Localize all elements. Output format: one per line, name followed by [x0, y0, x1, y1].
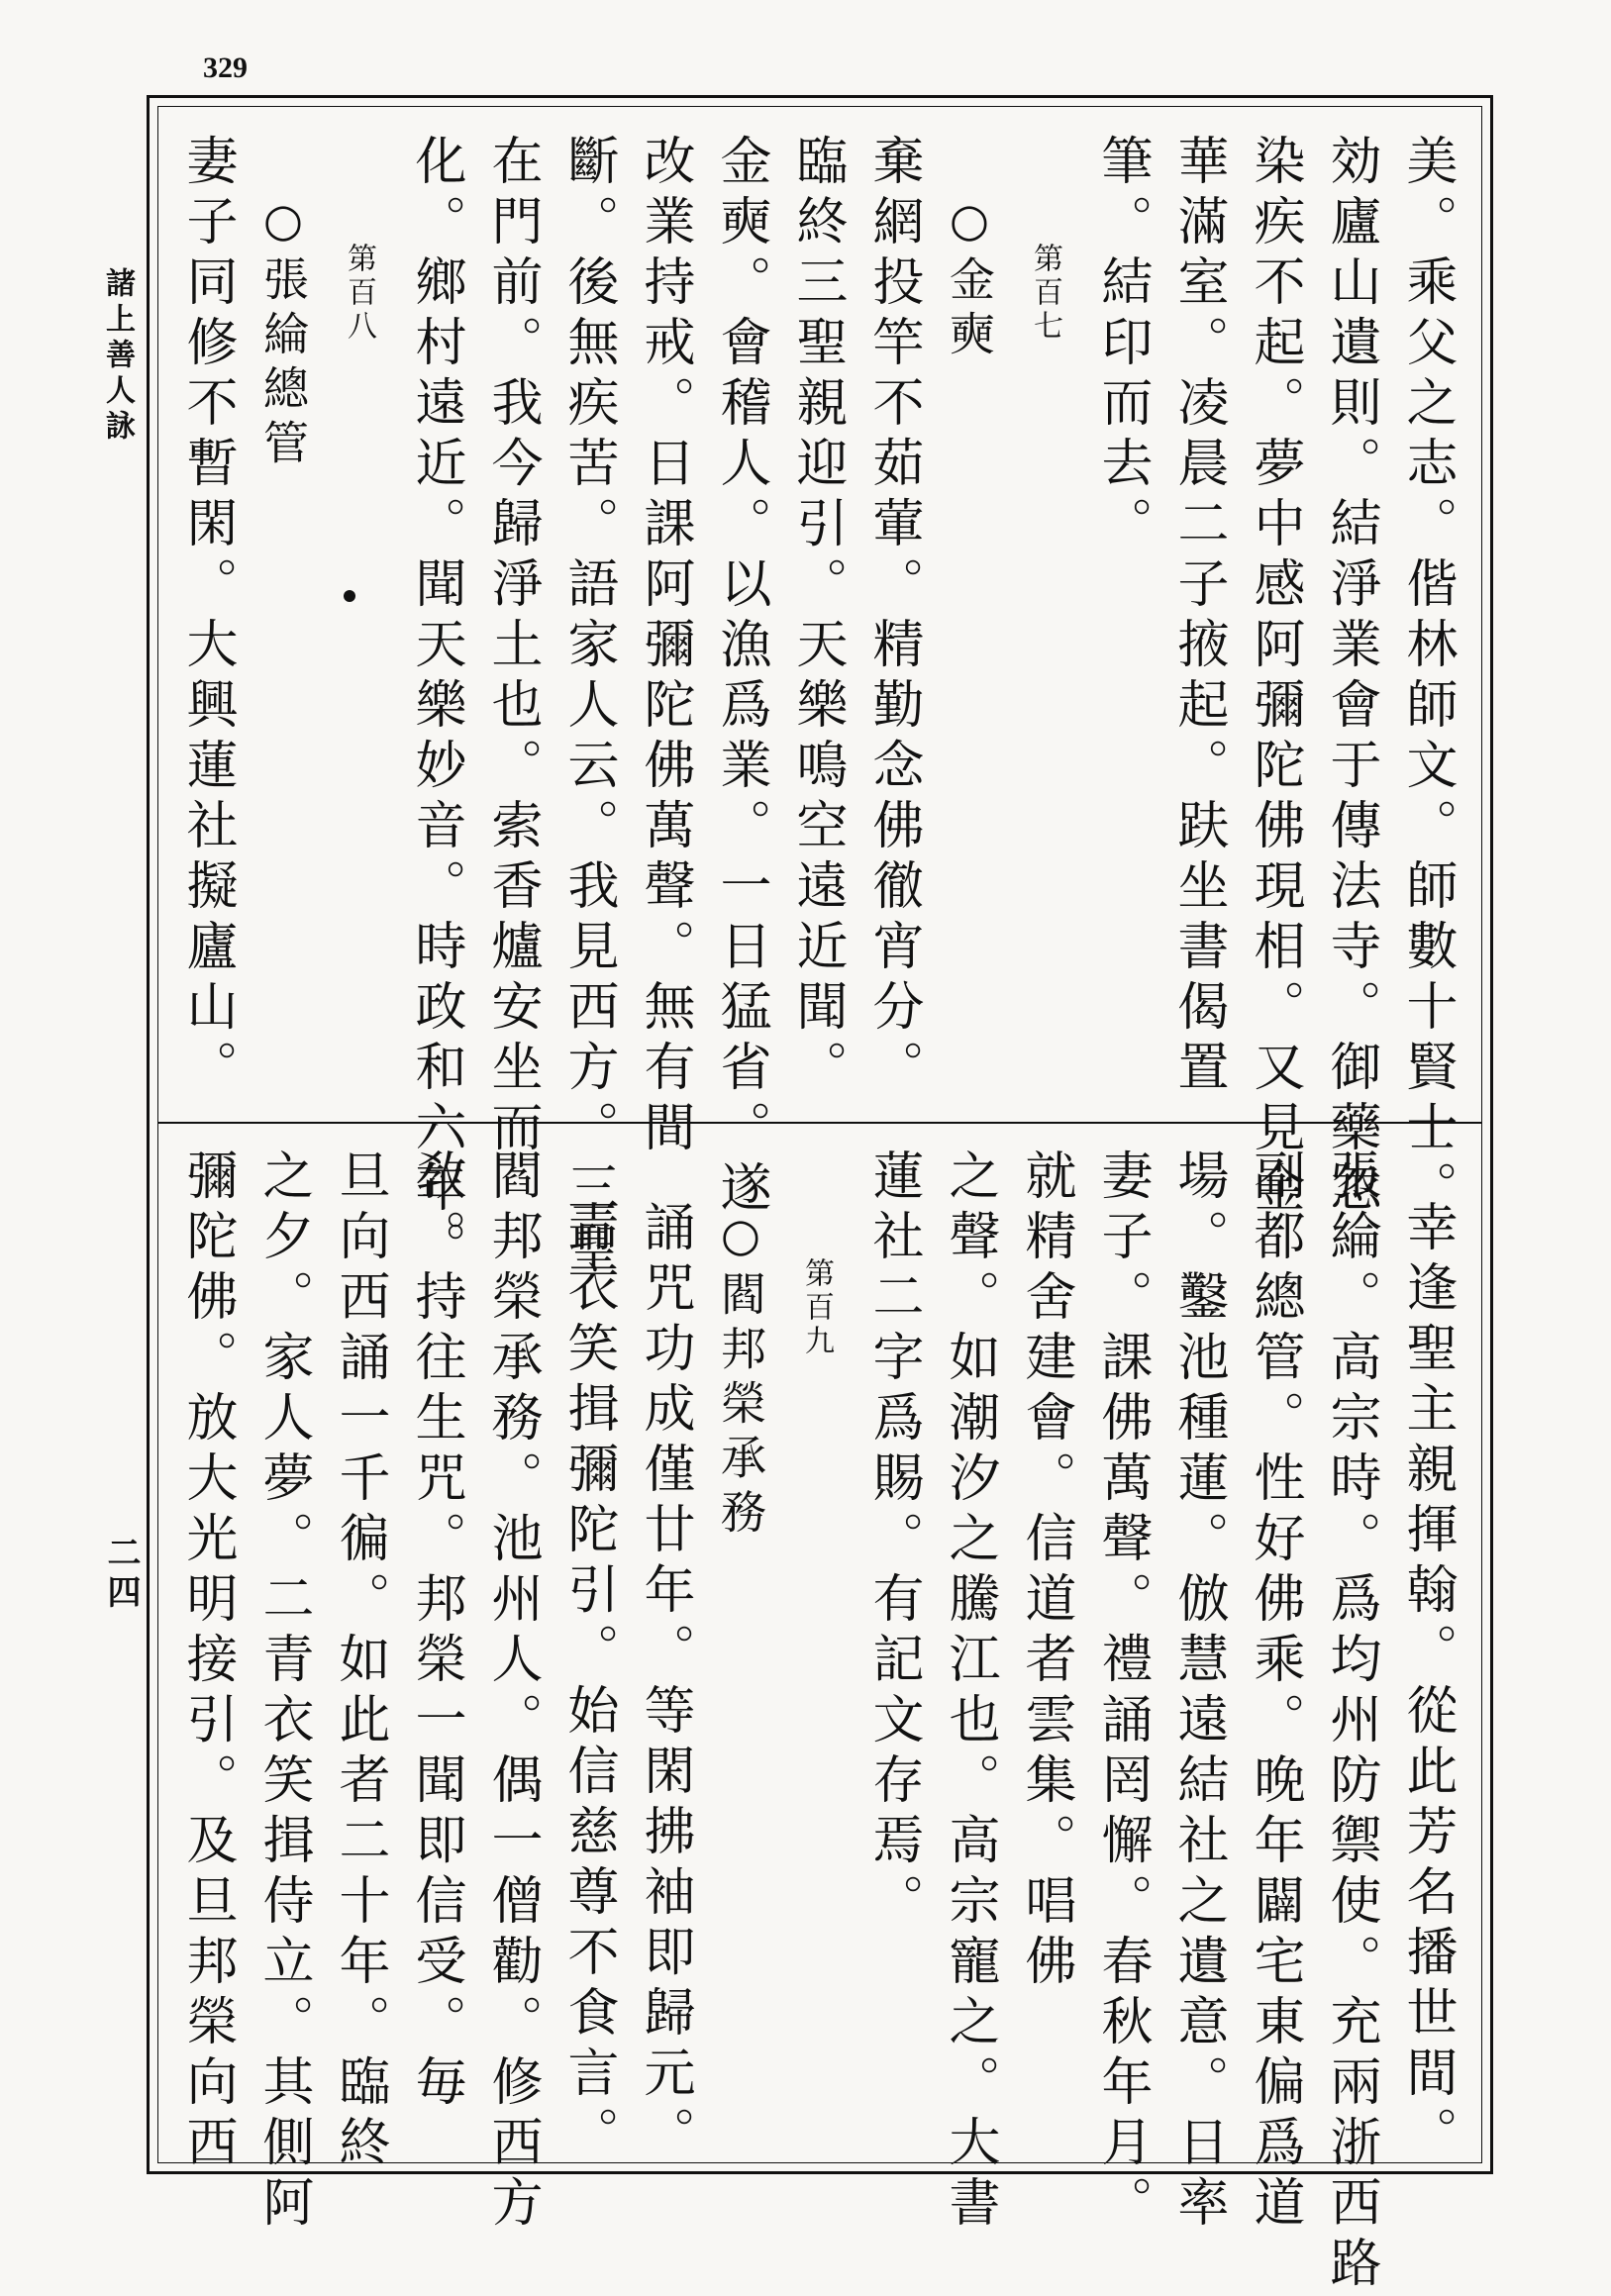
text-line: 場。鑿池種蓮。倣慧遠結社之遺意。日率 — [1168, 1148, 1228, 2236]
text-line: 副都總管。性好佛乘。晚年闢宅東偏爲道 — [1245, 1148, 1304, 2236]
text-line: 旦向西誦一千徧。如此者二十年。臨終 — [330, 1148, 389, 2175]
entry-heading: ○張綸總管 — [256, 193, 310, 473]
text-line: 張綸。高宗時。爲均州防禦使。充兩浙西路 — [1321, 1148, 1380, 2296]
verse-line: 青衣笑揖彌陀引。始信慈尊不食言。 — [558, 1200, 618, 2166]
text-line: 閻邦榮承務。池州人。偶一僧勸。修西方 — [482, 1148, 542, 2236]
text-line: 化。鄉村遠近。聞天樂妙音。時政和六年。 — [406, 134, 465, 1281]
text-line: 斷。後無疾苦。語家人云。我見西方。三聖 — [558, 134, 618, 1281]
side-page-number: 二四 — [101, 1535, 141, 1614]
text-line: 金奭。會稽人。以漁爲業。一日猛省。遂 — [711, 134, 770, 1221]
text-line: 之夕。家人夢。二青衣笑揖侍立。其側阿 — [253, 1148, 313, 2236]
verse-line: 幸逢聖主親揮翰。從此芳名播世間。 — [1397, 1200, 1457, 2166]
text-line: 就精舍建會。信道者雲集。唱佛 — [1016, 1148, 1075, 1994]
text-line: 筆。結印而去。 — [1092, 134, 1152, 556]
text-line: 美。乘父之志。偕林師文。師數十賢士。 — [1397, 134, 1457, 1221]
text-line: 妻子。課佛萬聲。禮誦罔懈。春秋年月。 — [1092, 1148, 1152, 2236]
entry-heading: ○閻邦榮承務 — [714, 1208, 767, 1543]
text-line: 華滿室。凌晨二子掖起。趺坐書偈置 — [1168, 134, 1228, 1100]
top-section — [168, 134, 1464, 1281]
running-head: 諸上善人詠 — [100, 267, 135, 446]
entry-number: 第百九 — [799, 1257, 834, 1358]
text-line: 臨終三聖親迎引。天樂鳴空遠近聞。 — [787, 134, 847, 1100]
verse-line: 誦咒功成僅廿年。等閑拂袖即歸元。 — [635, 1200, 694, 2166]
entry-number: 第百八 — [342, 243, 376, 344]
text-line: 蓮社二字爲賜。有記文存焉。 — [863, 1148, 923, 1934]
text-line: 彌陀佛。放大光明接引。及旦邦榮向西 — [177, 1148, 237, 2175]
text-line: 改業持戒。日課阿彌陀佛萬聲。無有間 — [635, 134, 694, 1160]
entry-heading: ○金奭 — [943, 193, 996, 364]
text-line: 妻子同修不暫閑。大興蓮社擬廬山。 — [177, 134, 237, 1100]
bottom-section — [168, 1148, 1464, 2296]
text-line: 之聲。如潮汐之騰江也。高宗寵之。大書 — [940, 1148, 999, 2236]
text-line: 棄網投竿不茹葷。精勤念佛徹宵分。 — [863, 134, 923, 1100]
text-line: 効廬山遺則。結淨業會于傳法寺。御藥忽 — [1321, 134, 1380, 1221]
text-line: 在門前。我今歸淨土也。索香爐安坐而 — [482, 134, 542, 1160]
page-number: 329 — [203, 51, 248, 84]
entry-number: 第百七 — [1028, 243, 1062, 344]
text-line: 敎。持往生咒。邦榮一聞即信受。毎 — [406, 1148, 465, 2115]
text-line: 染疾不起。夢中感阿彌陀佛現相。又見金 — [1245, 134, 1304, 1221]
